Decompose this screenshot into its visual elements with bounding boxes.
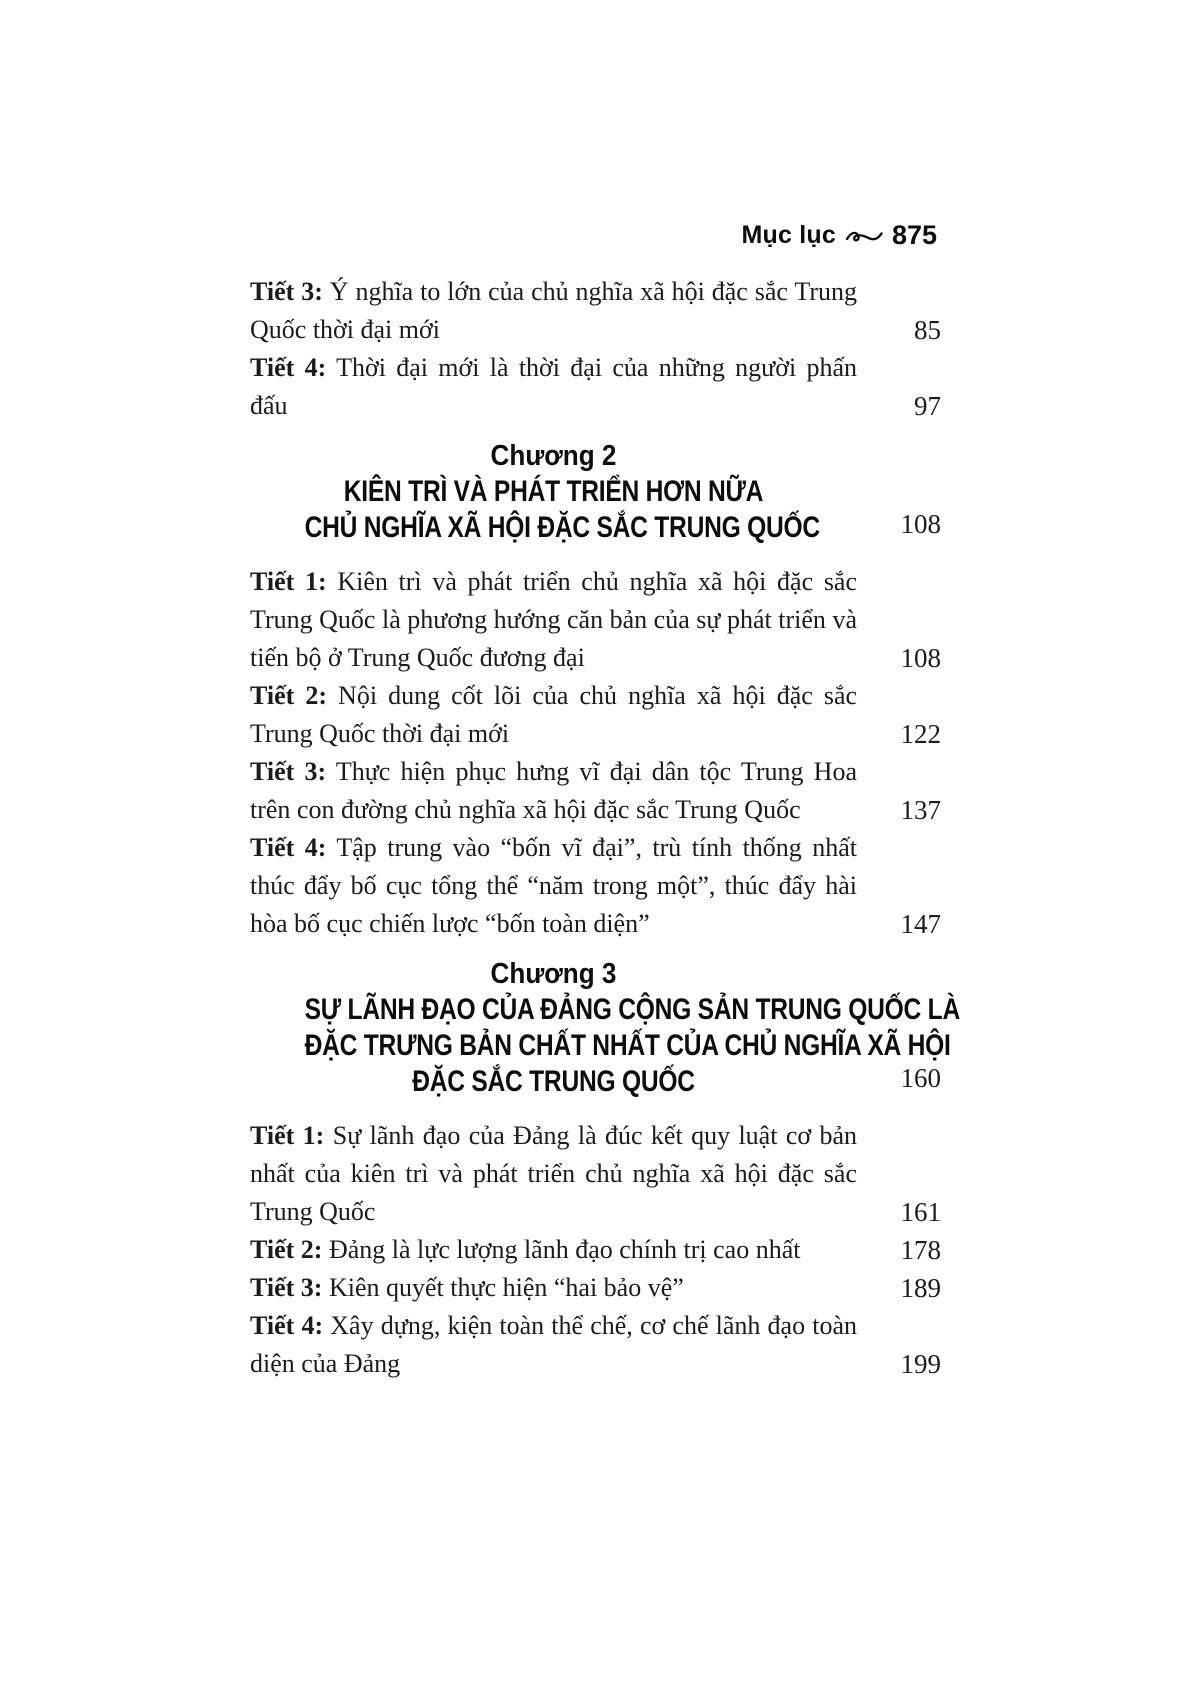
entry-label: Tiết 4: — [250, 1311, 324, 1340]
header-page-number: 875 — [891, 220, 937, 250]
toc-entry — [250, 1269, 941, 1307]
entry-page-number: 97 — [914, 391, 941, 421]
entry-page-number: 178 — [900, 1235, 941, 1265]
entry-label: Tiết 4: — [250, 833, 327, 862]
chapter-heading — [250, 956, 960, 1100]
toc-entry — [250, 1307, 941, 1383]
entry-label: Tiết 3: — [250, 277, 323, 306]
chapter-page-number: 108 — [900, 509, 941, 539]
entry-page-number: 137 — [900, 795, 941, 825]
chapter-title-line: ĐẶC SẮC TRUNG QUỐC — [412, 1065, 695, 1098]
toc-entry — [250, 829, 941, 943]
entry-page-number: 108 — [900, 643, 941, 673]
entry-text: Xây dựng, kiện toàn thể chế, cơ chế lãnh đạo toàn diện của Đảng — [250, 1311, 858, 1378]
chapter-title-line: SỰ LÃNH ĐẠO CỦA ĐẢNG CỘNG SẢN TRUNG QUỐC LÀ — [304, 993, 960, 1026]
toc-entry — [250, 753, 941, 829]
toc-entry — [250, 273, 941, 349]
table-of-contents — [250, 273, 960, 1383]
chapter-heading — [250, 438, 941, 546]
entry-text: Thời đại mới là thời đại của những người phấn đấu — [250, 353, 858, 420]
chapter-title-line: CHỦ NGHĨA XÃ HỘI ĐẶC SẮC TRUNG QUỐC — [304, 511, 820, 544]
toc-entry — [250, 1231, 941, 1269]
page-header — [741, 220, 937, 251]
entry-text: Đảng là lực lượng lãnh đạo chính trị cao nhất — [328, 1235, 801, 1264]
chapter-label: Chương 2 — [490, 440, 617, 472]
entry-text: Sự lãnh đạo của Đảng là đúc kết quy luật cơ bản nhất của kiên trì và phát triển chủ nghĩa xã hội đặc sắc Trung Quốc — [250, 1121, 858, 1226]
entry-label: Tiết 3: — [250, 1273, 323, 1302]
entry-text: Ý nghĩa to lớn của chủ nghĩa xã hội đặc sắc Trung Quốc thời đại mới — [250, 277, 857, 344]
entry-text: Thực hiện phục hưng vĩ đại dân tộc Trung Hoa trên con đường chủ nghĩa xã hội đặc sắc Trung Quốc — [250, 757, 857, 824]
entry-page-number: 189 — [900, 1273, 941, 1303]
entry-text: Tập trung vào “bốn vĩ đại”, trù tính thống nhất thúc đẩy bố cục tổng thể “năm trong một”, thúc đẩy hài hòa bố cục chiến lược “bốn toàn diện” — [250, 833, 857, 938]
entry-page-number: 122 — [900, 719, 941, 749]
entry-page-number: 147 — [900, 909, 941, 939]
entry-label: Tiết 3: — [250, 757, 327, 786]
chapter-page-number: 160 — [900, 1063, 941, 1093]
entry-label: Tiết 1: — [250, 1121, 325, 1150]
entry-label: Tiết 4: — [250, 353, 327, 382]
flourish-icon — [845, 230, 883, 246]
entry-page-number: 85 — [914, 315, 941, 345]
entry-label: Tiết 1: — [250, 567, 327, 596]
chapter-title-line: ĐẶC TRƯNG BẢN CHẤT NHẤT CỦA CHỦ NGHĨA XÃ HỘI — [304, 1029, 951, 1062]
chapter-label: Chương 3 — [490, 958, 617, 990]
entry-page-number: 161 — [900, 1197, 941, 1227]
entry-text: Kiên quyết thực hiện “hai bảo vệ” — [328, 1273, 684, 1302]
toc-entry — [250, 563, 941, 677]
entry-label: Tiết 2: — [250, 681, 327, 710]
entry-label: Tiết 2: — [250, 1235, 323, 1264]
entry-text: Kiên trì và phát triển chủ nghĩa xã hội đặc sắc Trung Quốc là phương hướng căn bản của sự phát triển và tiến bộ ở Trung Quốc đương đại — [250, 567, 858, 672]
entry-page-number: 199 — [900, 1349, 941, 1379]
chapter-title-line: KIÊN TRÌ VÀ PHÁT TRIỂN HƠN NỮA — [343, 475, 764, 508]
entry-text: Nội dung cốt lõi của chủ nghĩa xã hội đặc sắc Trung Quốc thời đại mới — [250, 681, 858, 748]
toc-entry — [250, 349, 941, 425]
toc-entry — [250, 677, 941, 753]
toc-entry — [250, 1117, 941, 1231]
header-title: Mục lục — [741, 221, 836, 249]
